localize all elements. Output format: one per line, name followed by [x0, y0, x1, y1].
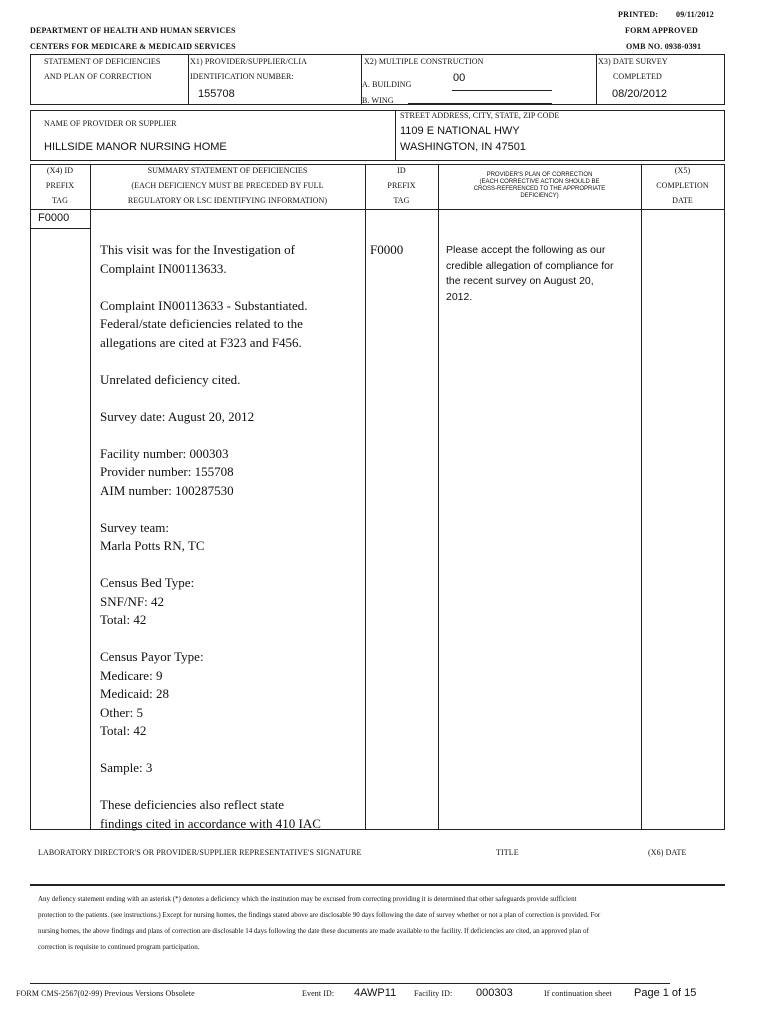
plan-label-4: DEFICIENCY): [520, 193, 559, 199]
summary-paragraph: Survey team: Marla Potts RN, TC: [100, 519, 205, 553]
left-tag: F0000: [38, 212, 70, 224]
provider-id-label-2: IDENTIFICATION NUMBER:: [190, 72, 294, 81]
summary-statement: [100, 241, 362, 852]
address-line-2: WASHINGTON, IN 47501: [400, 141, 526, 153]
building-label: A. BUILDING: [362, 80, 412, 89]
date-survey-label-1: X3) DATE SURVEY: [598, 57, 668, 66]
page-number: Page 1 of 15: [634, 987, 697, 999]
summary-label-1: SUMMARY STATEMENT OF DEFICIENCIES: [147, 166, 308, 175]
summary-paragraph: This visit was for the Investigation of Complaint IN00113633.: [100, 242, 295, 276]
id-prefix-label-3: TAG: [393, 196, 410, 205]
disclosure-footnote: Any defiency statement ending with an asterisk (*) denotes a deficiency which the institution may be excused from correcting providing it is determined that other safeguards provide sufficient protection to the patients. (see instructions.) Except for nursing homes, the findings stated above are disclosable 90 days following the date of survey whether or not a plan of correction is provided. For nursing homes, the above findings and plans of correction are disclosable 14 days following the date these documents are made available to the facility. If deficiencies are cited, an approved plan of correction is requisite to continued program participation.: [38, 895, 601, 951]
right-tag: F0000: [370, 242, 404, 257]
provider-id-label-1: X1) PROVIDER/SUPPLIER/CLIA: [190, 57, 308, 66]
form-approved: FORM APPROVED: [625, 26, 699, 35]
multiple-construction-label: X2) MULTIPLE CONSTRUCTION: [364, 57, 484, 66]
building-value: 00: [453, 72, 466, 84]
wing-label: B. WING: [362, 96, 394, 105]
provider-name-label: NAME OF PROVIDER OR SUPPLIER: [44, 119, 177, 128]
date-survey-label-2: COMPLETED: [613, 72, 662, 81]
provider-name-value: HILLSIDE MANOR NURSING HOME: [44, 141, 227, 153]
summary-paragraph: Survey date: August 20, 2012: [100, 408, 255, 424]
address-line-1: 1109 E NATIONAL HWY: [400, 125, 520, 137]
facility-id-value: 000303: [476, 987, 513, 999]
id-prefix-label-2: PREFIX: [387, 181, 416, 190]
provider-id-value: 155708: [198, 88, 235, 100]
summary-paragraph: Unrelated deficiency cited.: [100, 371, 241, 387]
summary-label-2: (EACH DEFICIENCY MUST BE PRECEDED BY FULL: [131, 181, 324, 190]
x5-label-1: (X5): [674, 166, 691, 175]
facility-id-label: Facility ID:: [414, 989, 453, 998]
signature-date-label: (X6) DATE: [648, 848, 687, 857]
summary-paragraph: Sample: 3: [100, 760, 153, 775]
statement-label-2: AND PLAN OF CORRECTION: [44, 72, 152, 81]
title-label: TITLE: [496, 848, 519, 857]
summary-paragraph: Complaint IN00113633 - Substantiated. Federal/state deficiencies related to the allegations are cited at F323 and F456.: [100, 297, 308, 350]
summary-paragraph: These deficiencies also reflect state findings cited in accordance with 410 IAC: [100, 797, 321, 831]
summary-label-3: REGULATORY OR LSC IDENTIFYING INFORMATION): [127, 196, 328, 205]
x5-label-2: COMPLETION: [656, 181, 709, 190]
summary-paragraph: Facility number: 000303 Provider number: 155708 AIM number: 100287530: [100, 445, 234, 498]
x4-label-1: (X4) ID: [46, 166, 74, 175]
x5-label-3: DATE: [672, 196, 693, 205]
plan-label-1: PROVIDER'S PLAN OF CORRECTION: [486, 172, 593, 178]
address-label: STREET ADDRESS, CITY, STATE, ZIP CODE: [400, 111, 560, 120]
printed-date: 09/11/2012: [676, 10, 715, 19]
date-survey-value: 08/20/2012: [612, 88, 668, 100]
plan-label-3: CROSS-REFERENCED TO THE APPROPRIATE: [473, 186, 606, 192]
id-prefix-label-1: ID: [397, 166, 406, 175]
event-id-value: 4AWP11: [354, 987, 397, 999]
summary-paragraph: Census Payor Type: Medicare: 9 Medicaid: 28 Other: 5 Total: 42: [100, 649, 204, 738]
summary-paragraph: Census Bed Type: SNF/NF: 42 Total: 42: [100, 575, 195, 627]
plan-label-2: (EACH CORRECTIVE ACTION SHOULD BE: [479, 179, 600, 185]
centers-title: CENTERS FOR MEDICARE & MEDICAID SERVICES: [30, 42, 236, 51]
x4-label-2: PREFIX: [45, 181, 75, 190]
printed-label: PRINTED:: [618, 10, 659, 19]
director-signature-label: LABORATORY DIRECTOR'S OR PROVIDER/SUPPLIER REPRESENTATIVE'S SIGNATURE: [38, 848, 362, 857]
department-title: DEPARTMENT OF HEALTH AND HUMAN SERVICES: [30, 26, 236, 35]
plan-of-correction-text: Please accept the following as our credible allegation of compliance for the recent survey on August 20, 2012.: [446, 244, 614, 303]
event-id-label: Event ID:: [302, 989, 335, 998]
statement-label-1: STATEMENT OF DEFICIENCIES: [44, 57, 161, 66]
form-number: FORM CMS-2567(02-99) Previous Versions Obsolete: [16, 989, 195, 998]
continuation-label: If continuation sheet: [544, 989, 612, 998]
x4-label-3: TAG: [51, 196, 69, 205]
omb-number: OMB NO. 0938-0391: [626, 42, 702, 51]
